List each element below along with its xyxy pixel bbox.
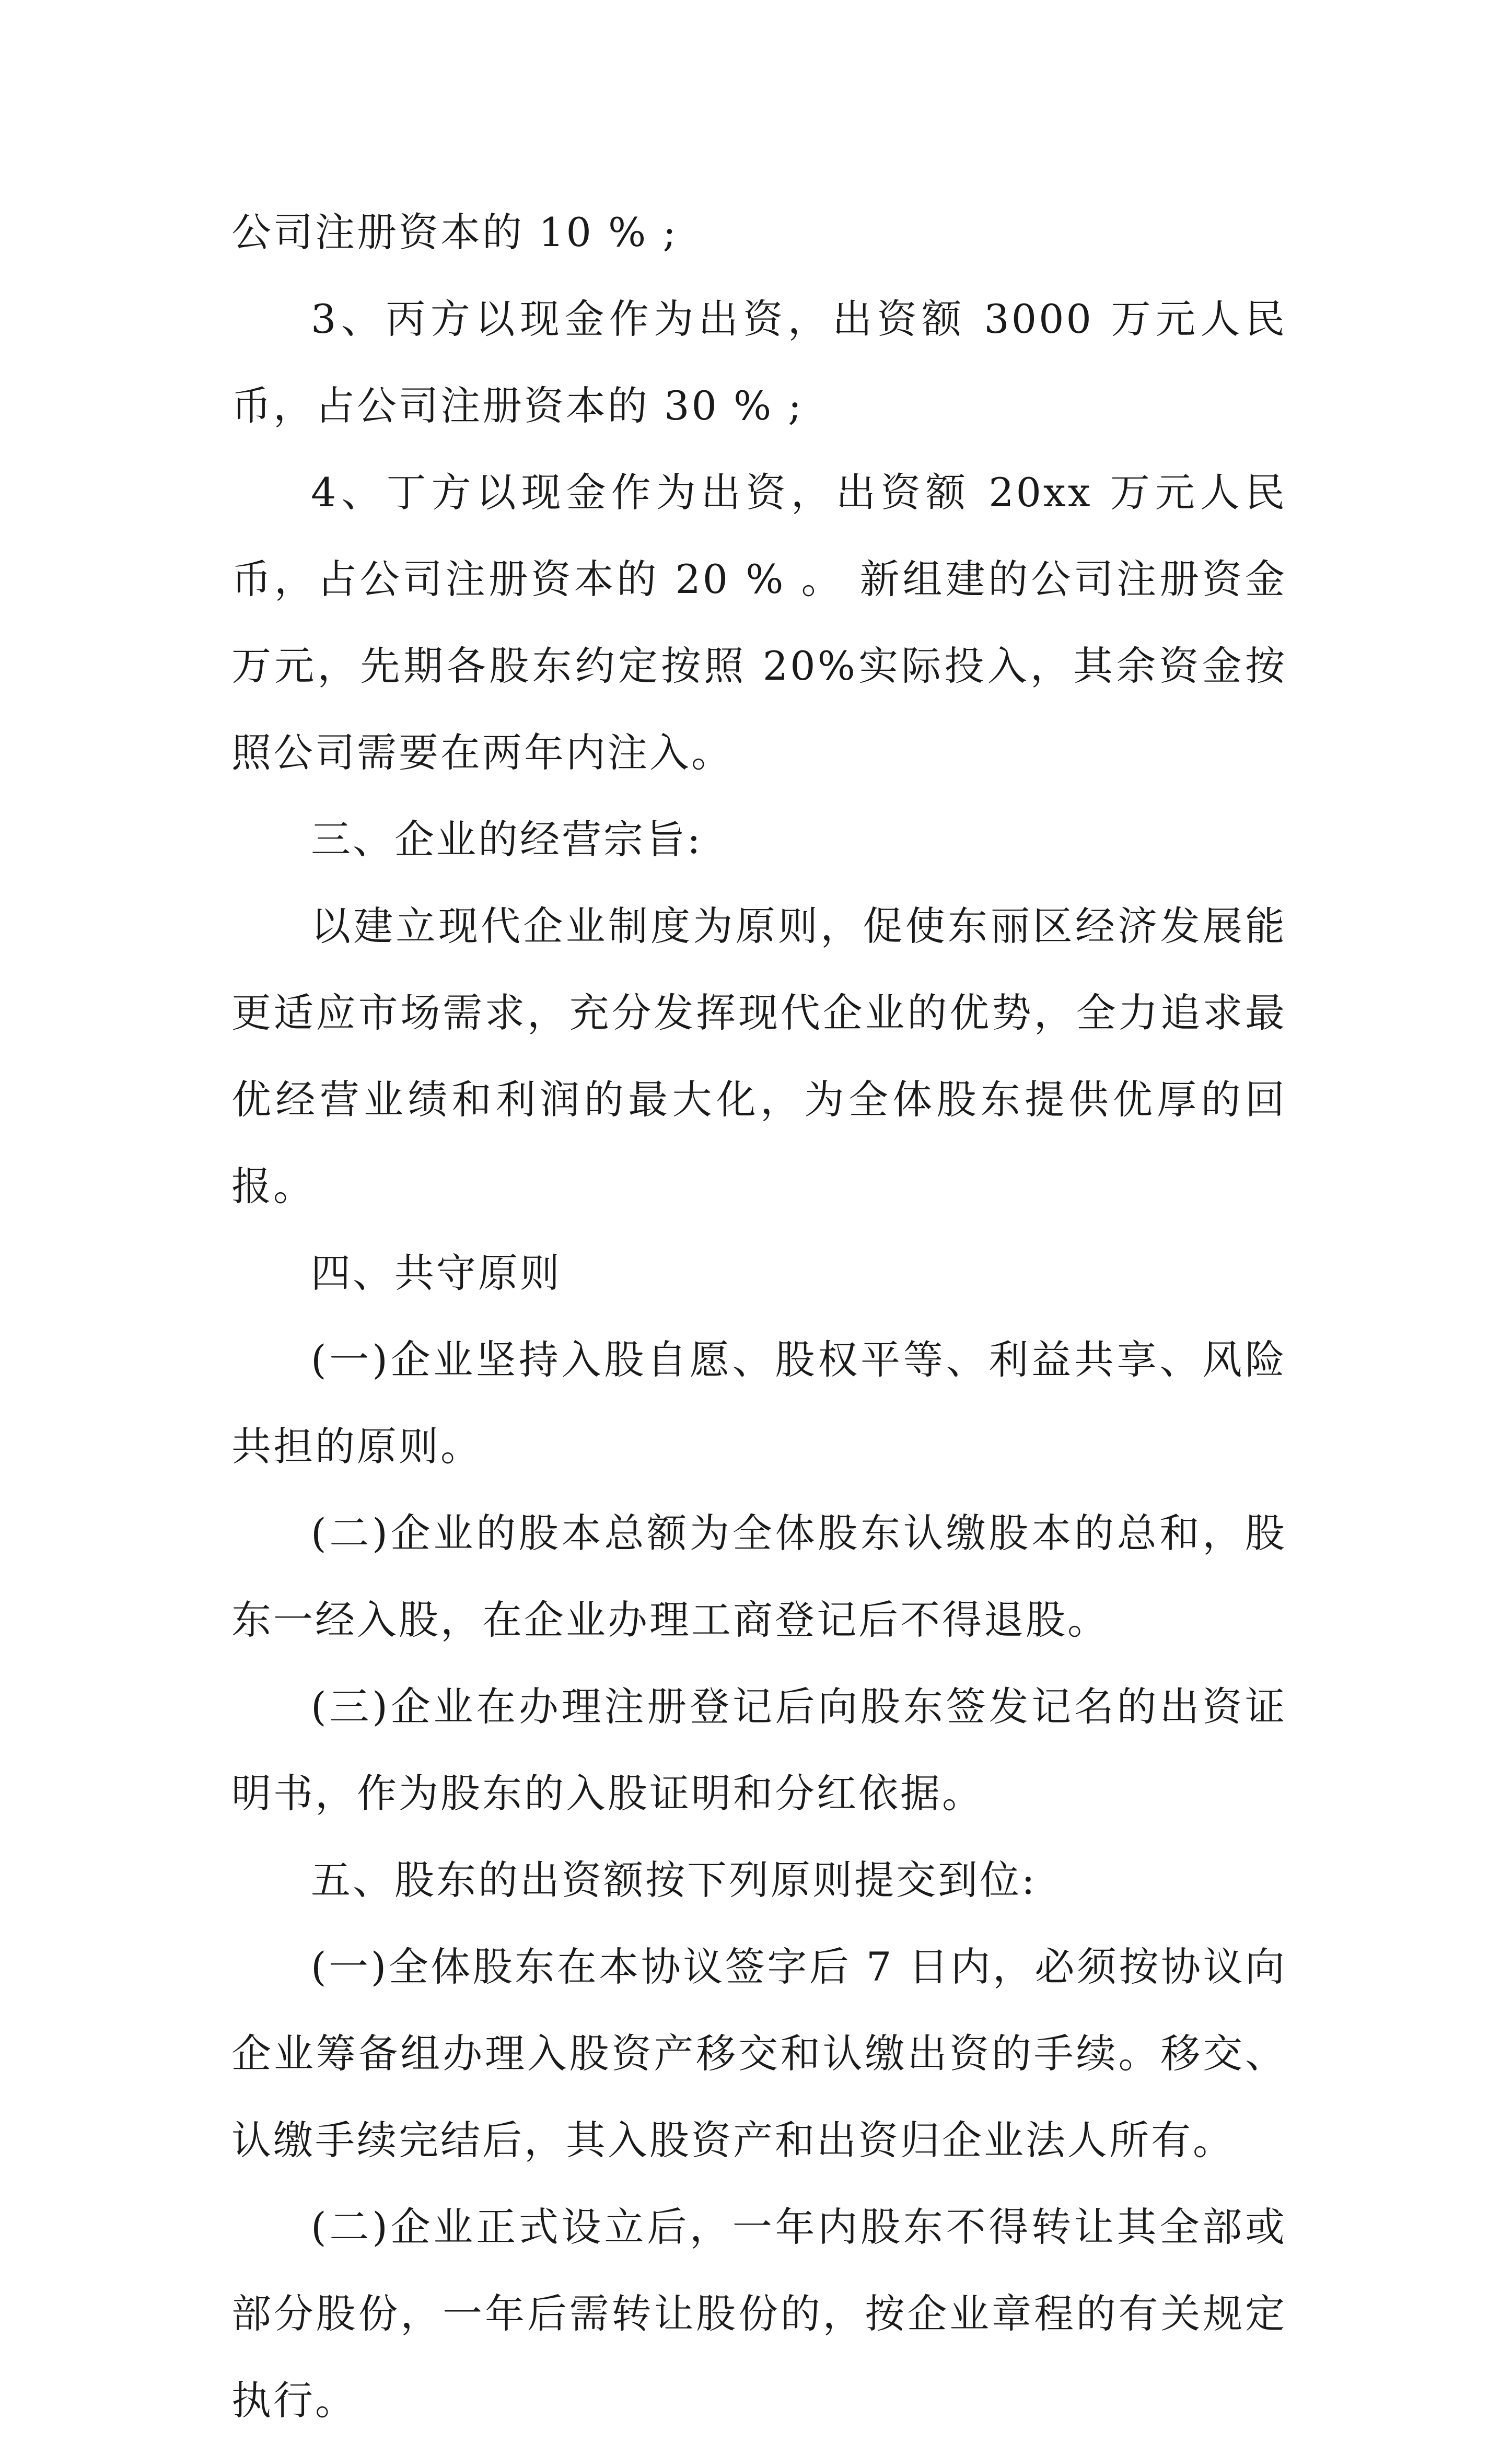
paragraph-party-c-contribution: 3、丙方以现金作为出资，出资额 3000 万元人民币，占公司注册资本的 30 % ; bbox=[231, 296, 1287, 429]
paragraph-contribution-rule-2: (二)企业正式设立后，一年内股东不得转让其全部或部分股份，一年后需转让股份的，按企业章程的有关规定执行。 bbox=[231, 2204, 1287, 2424]
paragraph-principle-2: (二)企业的股本总额为全体股东认缴股本的总和，股东一经入股，在企业办理工商登记后不得退股。 bbox=[231, 1510, 1287, 1643]
section-heading-common-principles: 四、共守原则 bbox=[311, 1250, 562, 1296]
section-heading-business-purpose: 三、企业的经营宗旨: bbox=[311, 816, 703, 863]
paragraph-contribution-rule-1: (一)全体股东在本协议签字后 7 日内，必须按协议向企业筹备组办理入股资产移交和认缴出资的手续。移交、认缴手续完结后，其入股资产和出资归企业法人所有。 bbox=[231, 1943, 1287, 2163]
section-heading-contribution-rules: 五、股东的出资额按下列原则提交到位: bbox=[311, 1857, 1037, 1903]
paragraph-party-d-contribution: 4、丁方以现金作为出资，出资额 20xx 万元人民币，占公司注册资本的 20 % 。 新组建的公司注册资金 万元，先期各股东约定按照 20%实际投入，其余资金按照公司需要在两年内注入。 bbox=[231, 469, 1287, 776]
document-body bbox=[231, 189, 1287, 2444]
paragraph-principle-1: (一)企业坚持入股自愿、股权平等、利益共享、风险共担的原则。 bbox=[231, 1336, 1287, 1470]
paragraph-business-purpose: 以建立现代企业制度为原则，促使东丽区经济发展能更适应市场需求，充分发挥现代企业的优势，全力追求最优经营业绩和利润的最大化，为全体股东提供优厚的回报。 bbox=[231, 903, 1287, 1209]
paragraph-capital-share-continued: 公司注册资本的 10 % ; bbox=[231, 209, 679, 255]
paragraph-principle-3: (三)企业在办理注册登记后向股东签发记名的出资证明书，作为股东的入股证明和分红依据。 bbox=[231, 1683, 1287, 1817]
